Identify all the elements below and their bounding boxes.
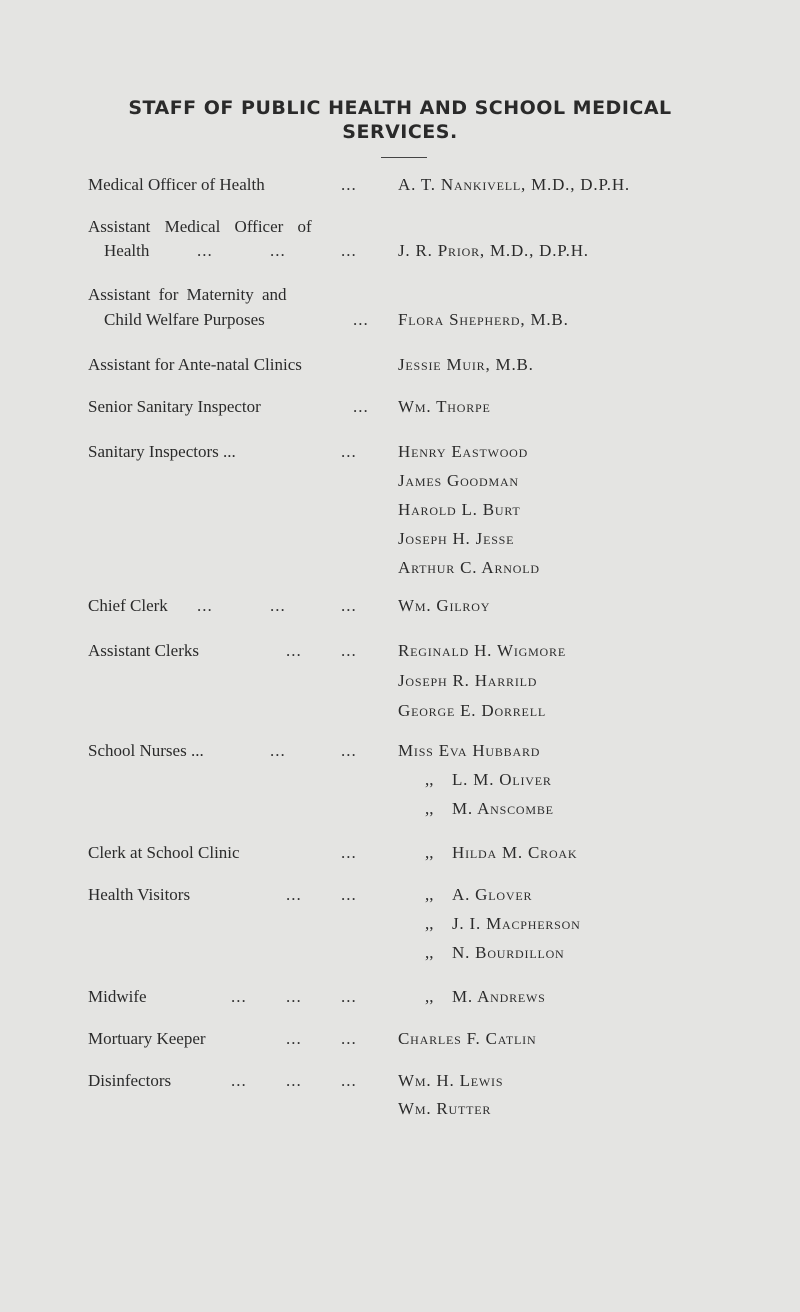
staff-name: M. Andrews (452, 987, 546, 1006)
role-sanitary-inspectors: Sanitary Inspectors ... (88, 442, 236, 461)
role-medical-officer: Medical Officer of Health (88, 175, 265, 194)
staff-name: Arthur C. Arnold (398, 558, 540, 577)
role-school-clinic-clerk: Clerk at School Clinic (88, 843, 240, 862)
staff-name: Reginald H. Wigmore (398, 641, 566, 660)
leader-dots: ... (341, 1029, 357, 1048)
leader-dots: ... (353, 310, 369, 329)
staff-name: J. R. Prior, M.D., D.P.H. (398, 241, 589, 260)
leader-dots: ... (286, 1071, 302, 1090)
role-assistant-clerks: Assistant Clerks (88, 641, 199, 660)
role-text: Assistant Medical Officer of (88, 217, 312, 236)
ditto-mark: ,, (425, 987, 434, 1006)
staff-name: Wm. Rutter (398, 1099, 492, 1118)
leader-dots: ... (286, 987, 302, 1006)
leader-dots: ... (197, 241, 213, 260)
leader-dots: ... (341, 175, 357, 194)
leader-dots: ... (286, 885, 302, 904)
staff-name: Miss Eva Hubbard (398, 741, 541, 760)
ditto-mark: ,, (425, 843, 434, 862)
leader-dots: ... (197, 596, 213, 615)
role-chief-clerk: Chief Clerk (88, 596, 168, 615)
role-text: Assistant for Maternity and (88, 285, 287, 304)
leader-dots: ... (231, 1071, 247, 1090)
role-maternity-assistant (88, 284, 388, 306)
role-antenatal-assistant: Assistant for Ante-natal Clinics (88, 355, 302, 374)
leader-dots: ... (286, 1029, 302, 1048)
staff-name: J. I. Macpherson (452, 914, 581, 933)
staff-name: L. M. Oliver (452, 770, 552, 789)
staff-name: Hilda M. Croak (452, 843, 578, 862)
role-health-visitors: Health Visitors (88, 885, 191, 904)
leader-dots: ... (286, 641, 302, 660)
staff-name: A. T. Nankivell, M.D., D.P.H. (398, 175, 630, 194)
leader-dots: ... (353, 397, 369, 416)
staff-name: Henry Eastwood (398, 442, 529, 461)
role-continuation: Health (104, 241, 150, 260)
leader-dots: ... (341, 596, 357, 615)
leader-dots: ... (341, 987, 357, 1006)
role-midwife: Midwife (88, 987, 147, 1006)
leader-dots: ... (341, 885, 357, 904)
staff-name: James Goodman (398, 471, 519, 490)
leader-dots: ... (341, 241, 357, 260)
leader-dots: ... (341, 641, 357, 660)
leader-dots: ... (270, 241, 286, 260)
role-school-nurses: School Nurses ... (88, 741, 204, 760)
staff-name: Flora Shepherd, M.B. (398, 310, 569, 329)
staff-name: Joseph R. Harrild (398, 671, 538, 690)
staff-name: Charles F. Catlin (398, 1029, 537, 1048)
staff-name: Wm. H. Lewis (398, 1071, 504, 1090)
staff-name: Wm. Thorpe (398, 397, 491, 416)
ditto-mark: ,, (425, 914, 434, 933)
page-title: STAFF OF PUBLIC HEALTH AND SCHOOL MEDICAL (128, 97, 672, 119)
staff-name: A. Glover (452, 885, 533, 904)
staff-name: N. Bourdillon (452, 943, 565, 962)
role-assistant-medical-officer (88, 216, 388, 238)
role-mortuary-keeper: Mortuary Keeper (88, 1029, 206, 1048)
staff-name: Harold L. Burt (398, 500, 521, 519)
role-disinfectors: Disinfectors (88, 1071, 172, 1090)
leader-dots: ... (341, 741, 357, 760)
staff-name: Joseph H. Jesse (398, 529, 515, 548)
leader-dots: ... (341, 843, 357, 862)
ditto-mark: ,, (425, 885, 434, 904)
ditto-mark: ,, (425, 770, 434, 789)
staff-name: M. Anscombe (452, 799, 554, 818)
staff-name: George E. Dorrell (398, 701, 546, 720)
leader-dots: ... (341, 1071, 357, 1090)
staff-name: Wm. Gilroy (398, 596, 491, 615)
leader-dots: ... (341, 442, 357, 461)
ditto-mark: ,, (425, 799, 434, 818)
leader-dots: ... (270, 596, 286, 615)
page-title-continued: SERVICES. (342, 121, 458, 143)
role-continuation: Child Welfare Purposes (104, 310, 265, 329)
leader-dots: ... (231, 987, 247, 1006)
leader-dots: ... (270, 741, 286, 760)
role-senior-sanitary-inspector: Senior Sanitary Inspector (88, 397, 261, 416)
staff-name: Jessie Muir, M.B. (398, 355, 534, 374)
ditto-mark: ,, (425, 943, 434, 962)
title-rule (381, 157, 427, 158)
